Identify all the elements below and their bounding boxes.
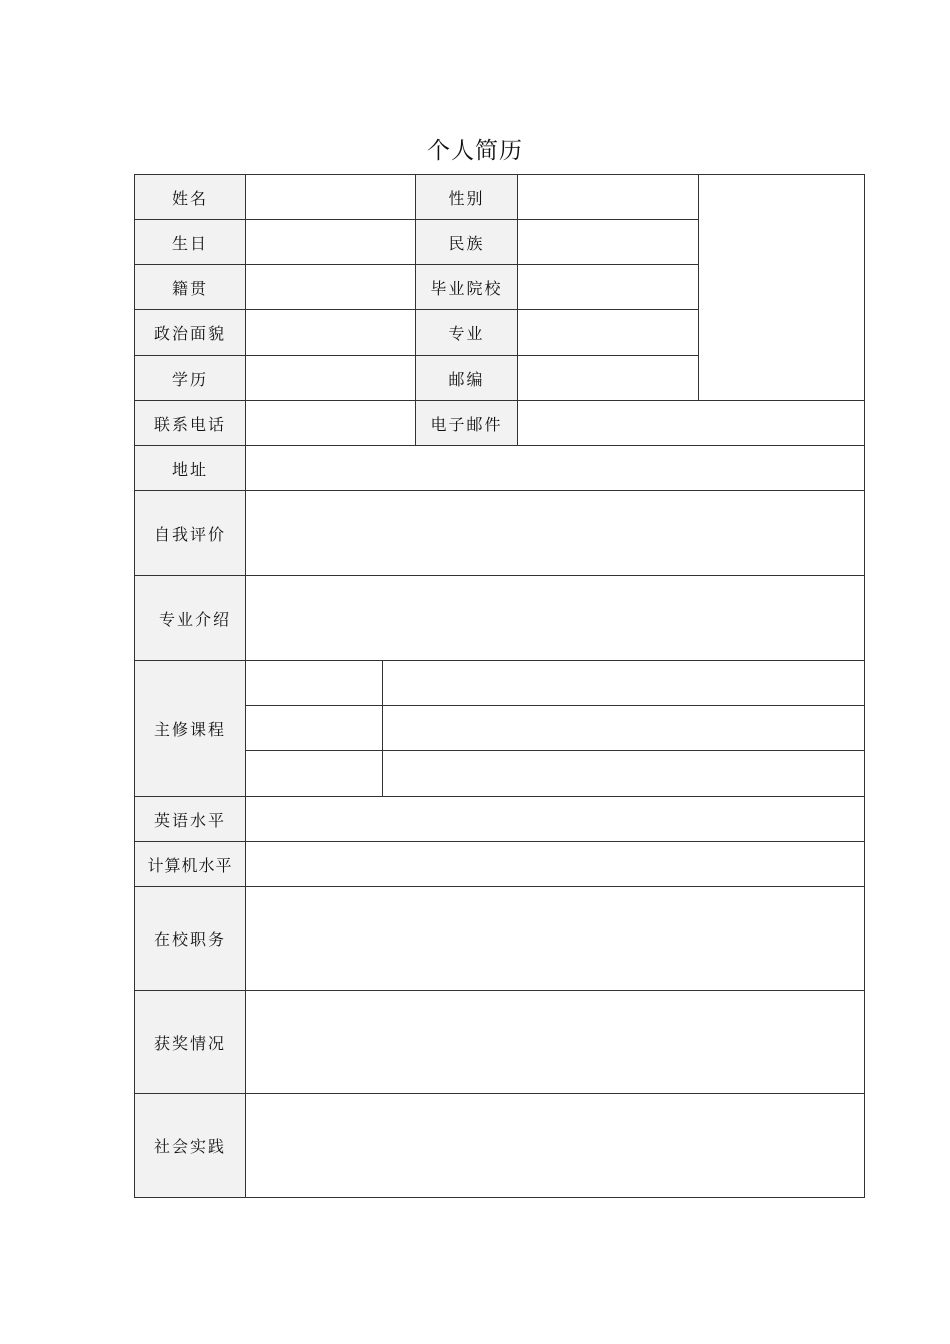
email-field[interactable] xyxy=(518,401,865,446)
course-name-cell[interactable] xyxy=(246,751,383,797)
major-field[interactable] xyxy=(518,310,699,356)
phone-field[interactable] xyxy=(246,401,416,446)
major-intro-label: 专业介绍 xyxy=(135,576,246,661)
email-label: 电子邮件 xyxy=(416,401,518,446)
course-name-cell[interactable] xyxy=(246,706,383,751)
awards-field[interactable] xyxy=(246,991,865,1094)
hometown-label: 籍贯 xyxy=(135,265,246,310)
name-label: 姓名 xyxy=(135,175,246,220)
postal-code-label: 邮编 xyxy=(416,356,518,401)
political-status-label: 政治面貌 xyxy=(135,310,246,356)
document-title: 个人简历 xyxy=(427,138,523,164)
education-field[interactable] xyxy=(246,356,416,401)
gender-field[interactable] xyxy=(518,175,699,220)
resume-table xyxy=(134,174,865,1198)
address-field[interactable] xyxy=(246,446,865,491)
gender-label: 性别 xyxy=(416,175,518,220)
ethnicity-label: 民族 xyxy=(416,220,518,265)
campus-positions-field[interactable] xyxy=(246,887,865,991)
social-practice-label: 社会实践 xyxy=(135,1094,246,1198)
computer-level-label: 计算机水平 xyxy=(135,842,246,887)
photo-area[interactable] xyxy=(699,175,865,401)
course-detail-cell[interactable] xyxy=(383,706,865,751)
education-label: 学历 xyxy=(135,356,246,401)
political-status-field[interactable] xyxy=(246,310,416,356)
school-field[interactable] xyxy=(518,265,699,310)
computer-level-field[interactable] xyxy=(246,842,865,887)
birthday-field[interactable] xyxy=(246,220,416,265)
major-intro-field[interactable] xyxy=(246,576,865,661)
hometown-field[interactable] xyxy=(246,265,416,310)
course-detail-cell[interactable] xyxy=(383,751,865,797)
course-name-cell[interactable] xyxy=(246,661,383,706)
self-evaluation-label: 自我评价 xyxy=(135,491,246,576)
course-detail-cell[interactable] xyxy=(383,661,865,706)
birthday-label: 生日 xyxy=(135,220,246,265)
awards-label: 获奖情况 xyxy=(135,991,246,1094)
social-practice-field[interactable] xyxy=(246,1094,865,1198)
english-level-field[interactable] xyxy=(246,797,865,842)
ethnicity-field[interactable] xyxy=(518,220,699,265)
phone-label: 联系电话 xyxy=(135,401,246,446)
address-label: 地址 xyxy=(135,446,246,491)
major-label: 专业 xyxy=(416,310,518,356)
english-level-label: 英语水平 xyxy=(135,797,246,842)
self-evaluation-field[interactable] xyxy=(246,491,865,576)
campus-positions-label: 在校职务 xyxy=(135,887,246,991)
name-field[interactable] xyxy=(246,175,416,220)
school-label: 毕业院校 xyxy=(416,265,518,310)
postal-code-field[interactable] xyxy=(518,356,699,401)
main-courses-label: 主修课程 xyxy=(135,661,246,797)
